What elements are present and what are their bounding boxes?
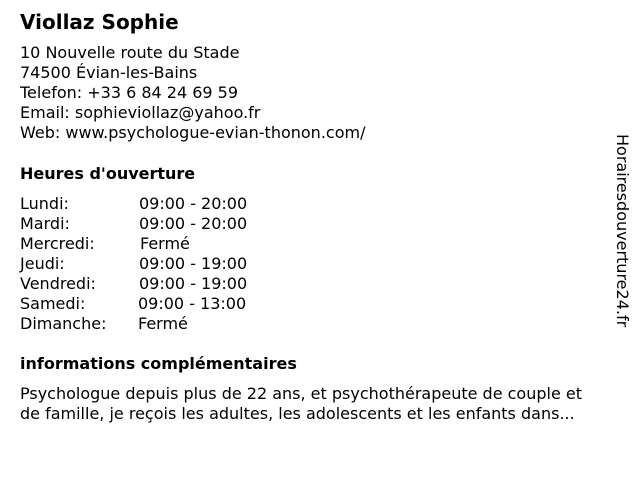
info-heading: informations complémentaires xyxy=(20,354,297,373)
day-hours: 09:00 - 19:00 xyxy=(139,254,248,273)
day-hours: 09:00 - 13:00 xyxy=(138,294,247,313)
hours-heading: Heures d'ouverture xyxy=(20,164,196,183)
day-hours: 09:00 - 20:00 xyxy=(139,194,248,213)
day-label: Samedi: xyxy=(20,294,86,313)
day-label: Vendredi: xyxy=(20,274,96,293)
web-line: Web: www.psychologue-evian-thonon.com/ xyxy=(20,123,366,142)
day-hours: 09:00 - 20:00 xyxy=(139,214,248,233)
day-hours: Fermé xyxy=(140,234,190,253)
day-label: Lundi: xyxy=(20,194,69,213)
watermark-text: Horairesdouverture24.fr xyxy=(613,134,632,328)
address-line-2: 74500 Évian-les-Bains xyxy=(20,63,198,82)
day-label: Dimanche: xyxy=(20,314,107,333)
day-hours: Fermé xyxy=(138,314,188,333)
day-label: Jeudi: xyxy=(20,254,65,273)
description-line-2: de famille, je reçois les adultes, les adolescents et les enfants dans... xyxy=(20,404,575,423)
email-line: Email: sophieviollaz@yahoo.fr xyxy=(20,103,261,122)
contact-block xyxy=(20,43,365,143)
day-label: Mercredi: xyxy=(20,234,95,253)
watermark xyxy=(612,134,632,344)
business-name: Viollaz Sophie xyxy=(20,10,179,34)
description-line-1: Psychologue depuis plus de 22 ans, et psychothérapeute de couple et xyxy=(20,384,583,403)
description xyxy=(20,384,630,424)
day-hours: 09:00 - 19:00 xyxy=(139,274,248,293)
address-line-1: 10 Nouvelle route du Stade xyxy=(20,43,240,62)
phone-line: Telefon: +33 6 84 24 69 59 xyxy=(20,83,239,102)
day-label: Mardi: xyxy=(20,214,70,233)
